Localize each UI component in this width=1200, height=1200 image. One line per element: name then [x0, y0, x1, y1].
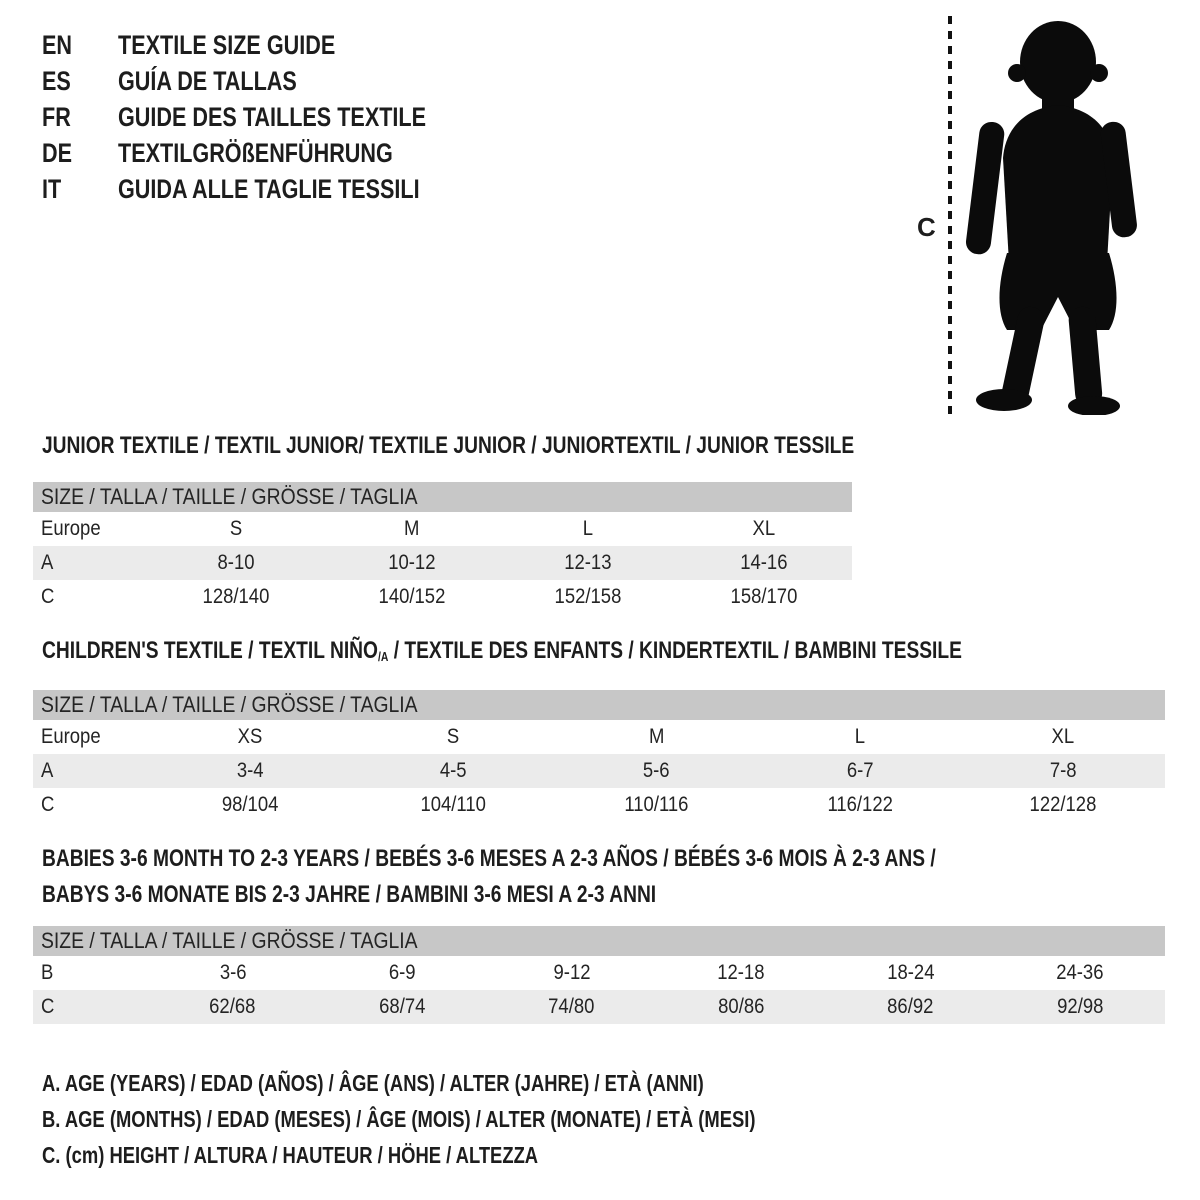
table-row-a [33, 754, 1165, 788]
children-section-title-text [42, 637, 962, 665]
table-cell: S [229, 517, 243, 540]
children-section-title [42, 637, 1192, 665]
junior-section-title [42, 432, 1057, 460]
table-row-europe [33, 512, 852, 546]
table-cell: 140/152 [378, 585, 446, 608]
table-cell: 18-24 [887, 961, 935, 984]
table-cell: 8-10 [217, 551, 255, 574]
baby-silhouette-icon [965, 10, 1140, 415]
table-cell: 74/80 [548, 995, 595, 1018]
table-row-europe [33, 720, 1165, 754]
babies-section-title-line1 [42, 845, 1159, 873]
children-title-rest: / TEXTILE DES ENFANTS / KINDERTEXTIL / BAMBINI TESSILE [388, 637, 962, 664]
table-cell: 152/158 [554, 585, 622, 608]
language-code: DE [42, 138, 73, 168]
table-cell: 116/122 [827, 793, 893, 816]
table-cell: 5-6 [643, 759, 670, 782]
size-header-band [33, 690, 1165, 720]
height-measure-label: C [917, 212, 936, 242]
table-row-b [33, 956, 1165, 990]
table-cell: XL [752, 517, 776, 540]
table-cell: 9-12 [553, 961, 591, 984]
babies-section-title-line2 [42, 881, 810, 909]
legend-line-a [42, 1070, 869, 1097]
table-cell: 3-4 [236, 759, 264, 782]
children-title-main: CHILDREN'S TEXTILE / TEXTIL NIÑO [42, 637, 378, 664]
table-cell: 7-8 [1049, 759, 1077, 782]
table-cell: 3-6 [219, 961, 247, 984]
size-header-band [33, 926, 1165, 956]
table-cell: M [648, 725, 665, 748]
table-cell: 158/170 [730, 585, 798, 608]
table-cell: 86/92 [887, 995, 934, 1018]
table-cell: L [582, 517, 594, 540]
table-cell: 80/86 [718, 995, 765, 1018]
table-row-a [33, 546, 852, 580]
babies-title-line1-text: BABIES 3-6 MONTH TO 2-3 YEARS / BEBÉS 3-6 MESES A 2-3 AÑOS / BÉBÉS 3-6 MOIS À 2-3 ANS / [42, 845, 936, 872]
row-label: C [41, 793, 55, 816]
row-label: A [41, 759, 54, 782]
junior-section-title-text: JUNIOR TEXTILE / TEXTIL JUNIOR/ TEXTILE JUNIOR / JUNIORTEXTIL / JUNIOR TESSILE [42, 432, 855, 459]
size-header-label: SIZE / TALLA / TAILLE / GRÖSSE / TAGLIA [41, 692, 418, 717]
height-measure-dashed-line [946, 16, 954, 418]
children-title-subscript: /A [377, 649, 389, 664]
size-header-label: SIZE / TALLA / TAILLE / GRÖSSE / TAGLIA [41, 484, 418, 509]
row-label: B [41, 961, 54, 984]
table-cell: 128/140 [202, 585, 270, 608]
table-cell: XL [1051, 725, 1075, 748]
table-cell: XS [237, 725, 263, 748]
table-cell: L [854, 725, 866, 748]
table-cell: 12-13 [564, 551, 612, 574]
table-cell: 10-12 [388, 551, 436, 574]
legend-line-c [42, 1142, 662, 1169]
size-header-label: SIZE / TALLA / TAILLE / GRÖSSE / TAGLIA [41, 928, 418, 953]
row-label: C [41, 995, 55, 1018]
table-cell: 24-36 [1056, 961, 1104, 984]
language-code: FR [42, 102, 71, 132]
row-label: Europe [41, 725, 101, 748]
language-code: EN [42, 30, 73, 60]
table-cell: 104/110 [420, 793, 486, 816]
table-cell: 62/68 [209, 995, 256, 1018]
table-cell: 14-16 [740, 551, 788, 574]
size-header-band [33, 482, 852, 512]
children-size-table [33, 690, 1165, 822]
table-cell: 12-18 [717, 961, 765, 984]
table-row-c [33, 788, 1165, 822]
table-cell: 6-9 [388, 961, 416, 984]
babies-title-line2-text: BABYS 3-6 MONATE BIS 2-3 JAHRE / BAMBINI 3-6 MESI A 2-3 ANNI [42, 881, 657, 908]
junior-size-table [33, 482, 852, 614]
legend-line-c-text: C. (cm) HEIGHT / ALTURA / HAUTEUR / HÖHE / ALTEZZA [42, 1142, 539, 1168]
table-cell: 68/74 [379, 995, 426, 1018]
language-title: GUIDE DES TAILLES TEXTILE [118, 102, 427, 132]
legend-line-b [42, 1106, 934, 1133]
language-title: GUÍA DE TALLAS [118, 66, 297, 96]
table-cell: 110/116 [624, 793, 689, 816]
table-cell: 122/128 [1029, 793, 1097, 816]
language-code: IT [42, 174, 62, 204]
table-cell: 98/104 [221, 793, 278, 816]
table-cell: S [446, 725, 460, 748]
table-row-c [33, 580, 852, 614]
height-figure [905, 10, 1170, 422]
language-title: GUIDA ALLE TAGLIE TESSILI [118, 174, 420, 204]
legend-line-a-text: A. AGE (YEARS) / EDAD (AÑOS) / ÂGE (ANS) / ALTER (JAHRE) / ETÀ (ANNI) [42, 1070, 704, 1096]
table-row-c [33, 990, 1165, 1024]
babies-size-table [33, 926, 1165, 1024]
language-title: TEXTILGRÖßENFÜHRUNG [118, 138, 393, 168]
table-cell: 4-5 [439, 759, 467, 782]
table-cell: 6-7 [846, 759, 874, 782]
table-cell: M [404, 517, 420, 540]
language-code: ES [42, 66, 71, 96]
row-label: Europe [41, 517, 101, 540]
language-title: TEXTILE SIZE GUIDE [118, 30, 336, 60]
table-cell: 92/98 [1057, 995, 1104, 1018]
row-label: A [41, 551, 54, 574]
row-label: C [41, 585, 55, 608]
legend-line-b-text: B. AGE (MONTHS) / EDAD (MESES) / ÂGE (MOIS) / ALTER (MONATE) / ETÀ (MESI) [42, 1106, 756, 1132]
